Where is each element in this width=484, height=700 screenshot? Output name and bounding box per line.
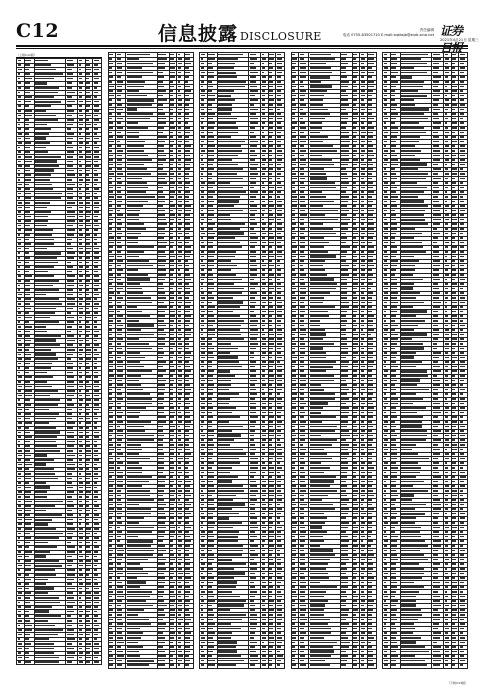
column-continued-note: （上接C11版）: [16, 52, 102, 58]
section-title: [158, 19, 322, 46]
editor-info: [334, 28, 434, 38]
continued-note: （下转C13版）: [447, 681, 468, 685]
table-row: [108, 663, 193, 668]
table-column-1: [16, 52, 102, 678]
header-rule-thick: [16, 45, 468, 47]
disclosure-table: [108, 52, 194, 669]
disclosure-table: [382, 52, 468, 669]
contact-line: 电话 0755-83501710 E-mail:zqsbsjb@zqrb.sina.net: [342, 33, 434, 37]
issue-date: 2021年4月21日 星期三: [440, 38, 479, 42]
disclosure-table: [291, 52, 377, 669]
table-row: [17, 660, 102, 665]
header-rule-thin: [16, 48, 468, 49]
disclosure-table: [16, 58, 102, 665]
table-column-4: [291, 52, 377, 678]
table-column-5: [382, 52, 468, 678]
table-column-3: [199, 52, 285, 678]
table-row: [383, 663, 468, 668]
table-column-2: [108, 52, 194, 678]
section-title-en: DISCLOSURE: [240, 30, 322, 43]
section-title-cn: 信息披露: [158, 23, 239, 45]
table-row: [200, 663, 285, 668]
page-number: C12: [16, 20, 60, 42]
disclosure-content: [16, 52, 468, 678]
newspaper-logo: 证券: [440, 24, 463, 38]
table-row: [291, 663, 376, 668]
editor-line: 责任编辑: [419, 28, 434, 32]
disclosure-table: [199, 52, 285, 669]
masthead: [16, 18, 479, 48]
